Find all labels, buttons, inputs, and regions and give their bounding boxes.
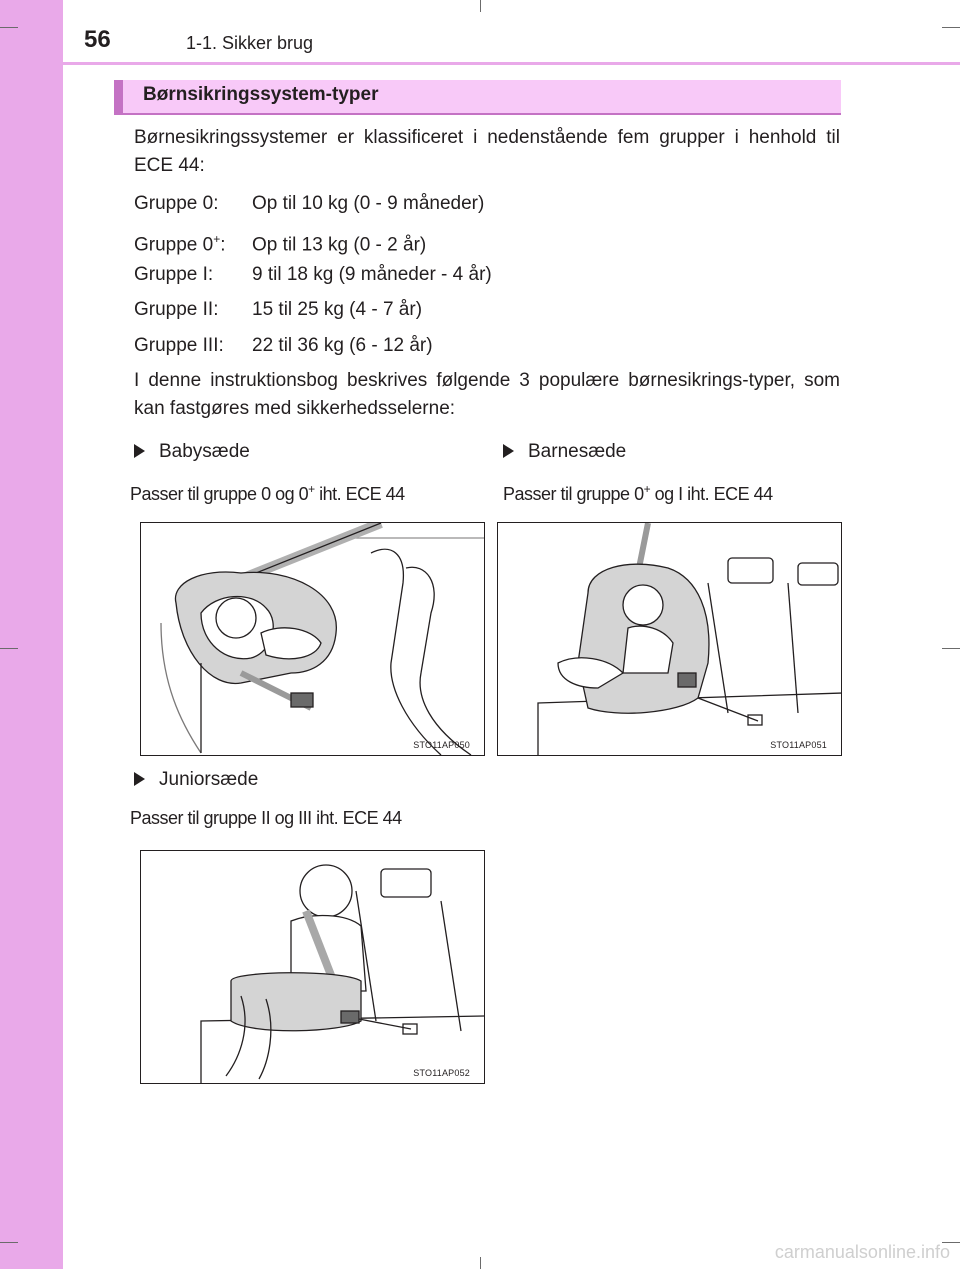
group-label: Gruppe 0: [134,193,219,214]
section-heading-bar [114,80,841,114]
babyseat-illustration [141,523,485,756]
group-label: Gruppe II: [134,299,219,320]
crop-mark [0,27,18,28]
crop-mark [0,648,18,649]
group-row [134,332,433,360]
type-heading-childseat: Barnesæde [503,441,626,463]
page-number: 56 [84,26,111,53]
group-label: Gruppe III: [134,335,224,356]
crop-mark [942,27,960,28]
type-heading-juniorseat: Juniorsæde [134,769,258,791]
group-value: 9 til 18 kg (9 måneder - 4 år) [252,264,492,285]
chapter-title: 1-1. Sikker brug [186,33,314,53]
juniorseat-illustration [141,851,485,1084]
figure-code: STO11AP051 [770,740,827,750]
group-value: Op til 10 kg (0 - 9 måneder) [252,193,485,214]
crop-mark [480,1257,481,1269]
bullet-triangle-icon [134,772,145,786]
fit-line-juniorseat: Passer til gruppe II og III iht. ECE 44 [130,808,402,828]
group-row [134,225,426,259]
type-heading-babyseat: Babysæde [134,441,250,463]
figure-code: STO11AP052 [413,1068,470,1078]
group-label: Gruppe I: [134,264,214,285]
fit-line-childseat: Passer til gruppe 0+ og I iht. ECE 44 [503,482,773,504]
fit-line-babyseat: Passer til gruppe 0 og 0+ iht. ECE 44 [130,482,405,504]
section-underline [114,113,841,115]
group-label: Gruppe 0+: [134,232,226,256]
bullet-triangle-icon [503,444,514,458]
crop-mark [0,1242,18,1243]
bullet-triangle-icon [134,444,145,458]
figure-babyseat [140,522,485,756]
childseat-illustration [498,523,842,756]
intro-paragraph: Børnesikringssystemer er klassificeret i nedenstående fem grupper i henhold til ECE 44: [134,127,840,176]
watermark: carmanualsonline.info [774,1242,950,1262]
group-value: 15 til 25 kg (4 - 7 år) [252,299,423,320]
figure-childseat [497,522,842,756]
group-value: Op til 13 kg (0 - 2 år) [252,234,427,256]
group-value: 22 til 36 kg (6 - 12 år) [252,335,433,356]
group-row [134,261,492,289]
superscript-plus: + [213,232,221,246]
figure-juniorseat [140,850,485,1084]
group-row [134,296,422,324]
crop-mark [942,648,960,649]
header-divider [63,62,960,65]
figure-code: STO11AP050 [413,740,470,750]
section-title: Børnsikringssystem-typer [143,84,379,105]
crop-mark [480,0,481,12]
group-row [134,190,484,218]
description-paragraph: I denne instruktionsbog beskrives følgende 3 populære børnesikrings-typer, som kan fastgøres med sikkerhedsselerne: [134,370,840,419]
side-color-band [0,0,63,1269]
